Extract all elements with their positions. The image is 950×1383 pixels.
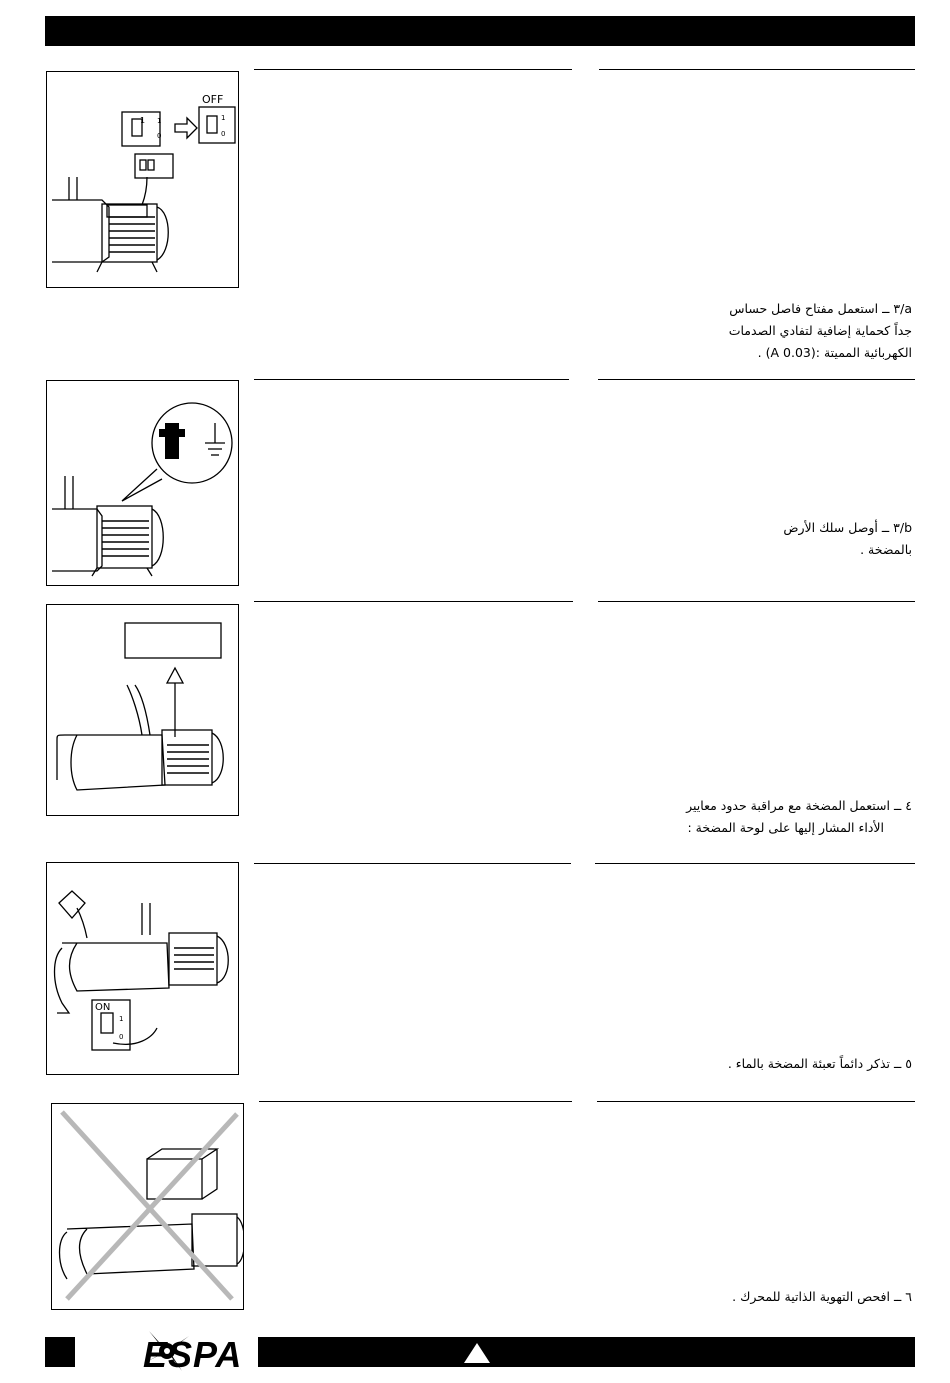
switch-label-1: 1: [157, 117, 162, 125]
switch-label-0: 0: [157, 132, 162, 140]
section-text-4: ٤ ــ استعمل المضخة مع مراقبة حدود معايير الأداء المشار إليها على لوحة المضخة :: [686, 798, 912, 835]
footer-bar-left: [45, 1337, 75, 1367]
brand-name: ESPA: [143, 1334, 243, 1375]
figure-nameplate: [46, 604, 239, 816]
divider: [595, 863, 915, 864]
switch-on-label: ON: [95, 1002, 111, 1013]
section-text-3b: b/٣ ــ أوصل سلك الأرض بالمضخة .: [783, 520, 912, 557]
warning-triangle-icon: [462, 1341, 492, 1365]
figure-priming: [46, 862, 239, 1075]
switch-off-label: OFF: [202, 93, 224, 106]
divider: [597, 1101, 915, 1102]
switch-on-pos-1: 1: [140, 116, 146, 125]
switch-off-pos-0: 0: [221, 130, 226, 138]
switch-off-pos-1: 1: [221, 114, 226, 122]
divider: [254, 379, 569, 380]
figure-ventilation-crossed: [51, 1103, 244, 1310]
section-text-5: ٥ ــ تذكر دائماً تعبئة المضخة بالماء .: [727, 1056, 912, 1071]
switch-on-pos-0b: 0: [119, 1033, 124, 1041]
figure-ground: [46, 380, 239, 586]
switch-on-pos-1b: 1: [119, 1015, 124, 1023]
section-text-6: ٦ ــ افحص التهوية الذاتية للمحرك .: [732, 1289, 912, 1304]
divider: [254, 69, 572, 70]
footer-bar-right: [258, 1337, 915, 1367]
divider: [254, 863, 571, 864]
ventilation-illustration: [52, 1104, 243, 1309]
divider: [254, 601, 573, 602]
pump-switch-illustration: [47, 72, 238, 287]
section-text-3a: a/٣ ــ استعمل مفتاح فاصل حساس جداً كحماية إضافية لتفادي الصدمات الكهربائية المميتة :(0.03 A) .: [728, 301, 912, 360]
divider: [598, 379, 915, 380]
priming-illustration: [47, 863, 238, 1074]
ground-terminal-icon: [159, 423, 185, 459]
divider: [259, 1101, 572, 1102]
header-bar: [45, 16, 915, 46]
divider: [598, 601, 915, 602]
figure-switch-off: [46, 71, 239, 288]
nameplate-illustration: [47, 605, 238, 815]
ground-illustration: [47, 381, 238, 585]
divider: [599, 69, 915, 70]
